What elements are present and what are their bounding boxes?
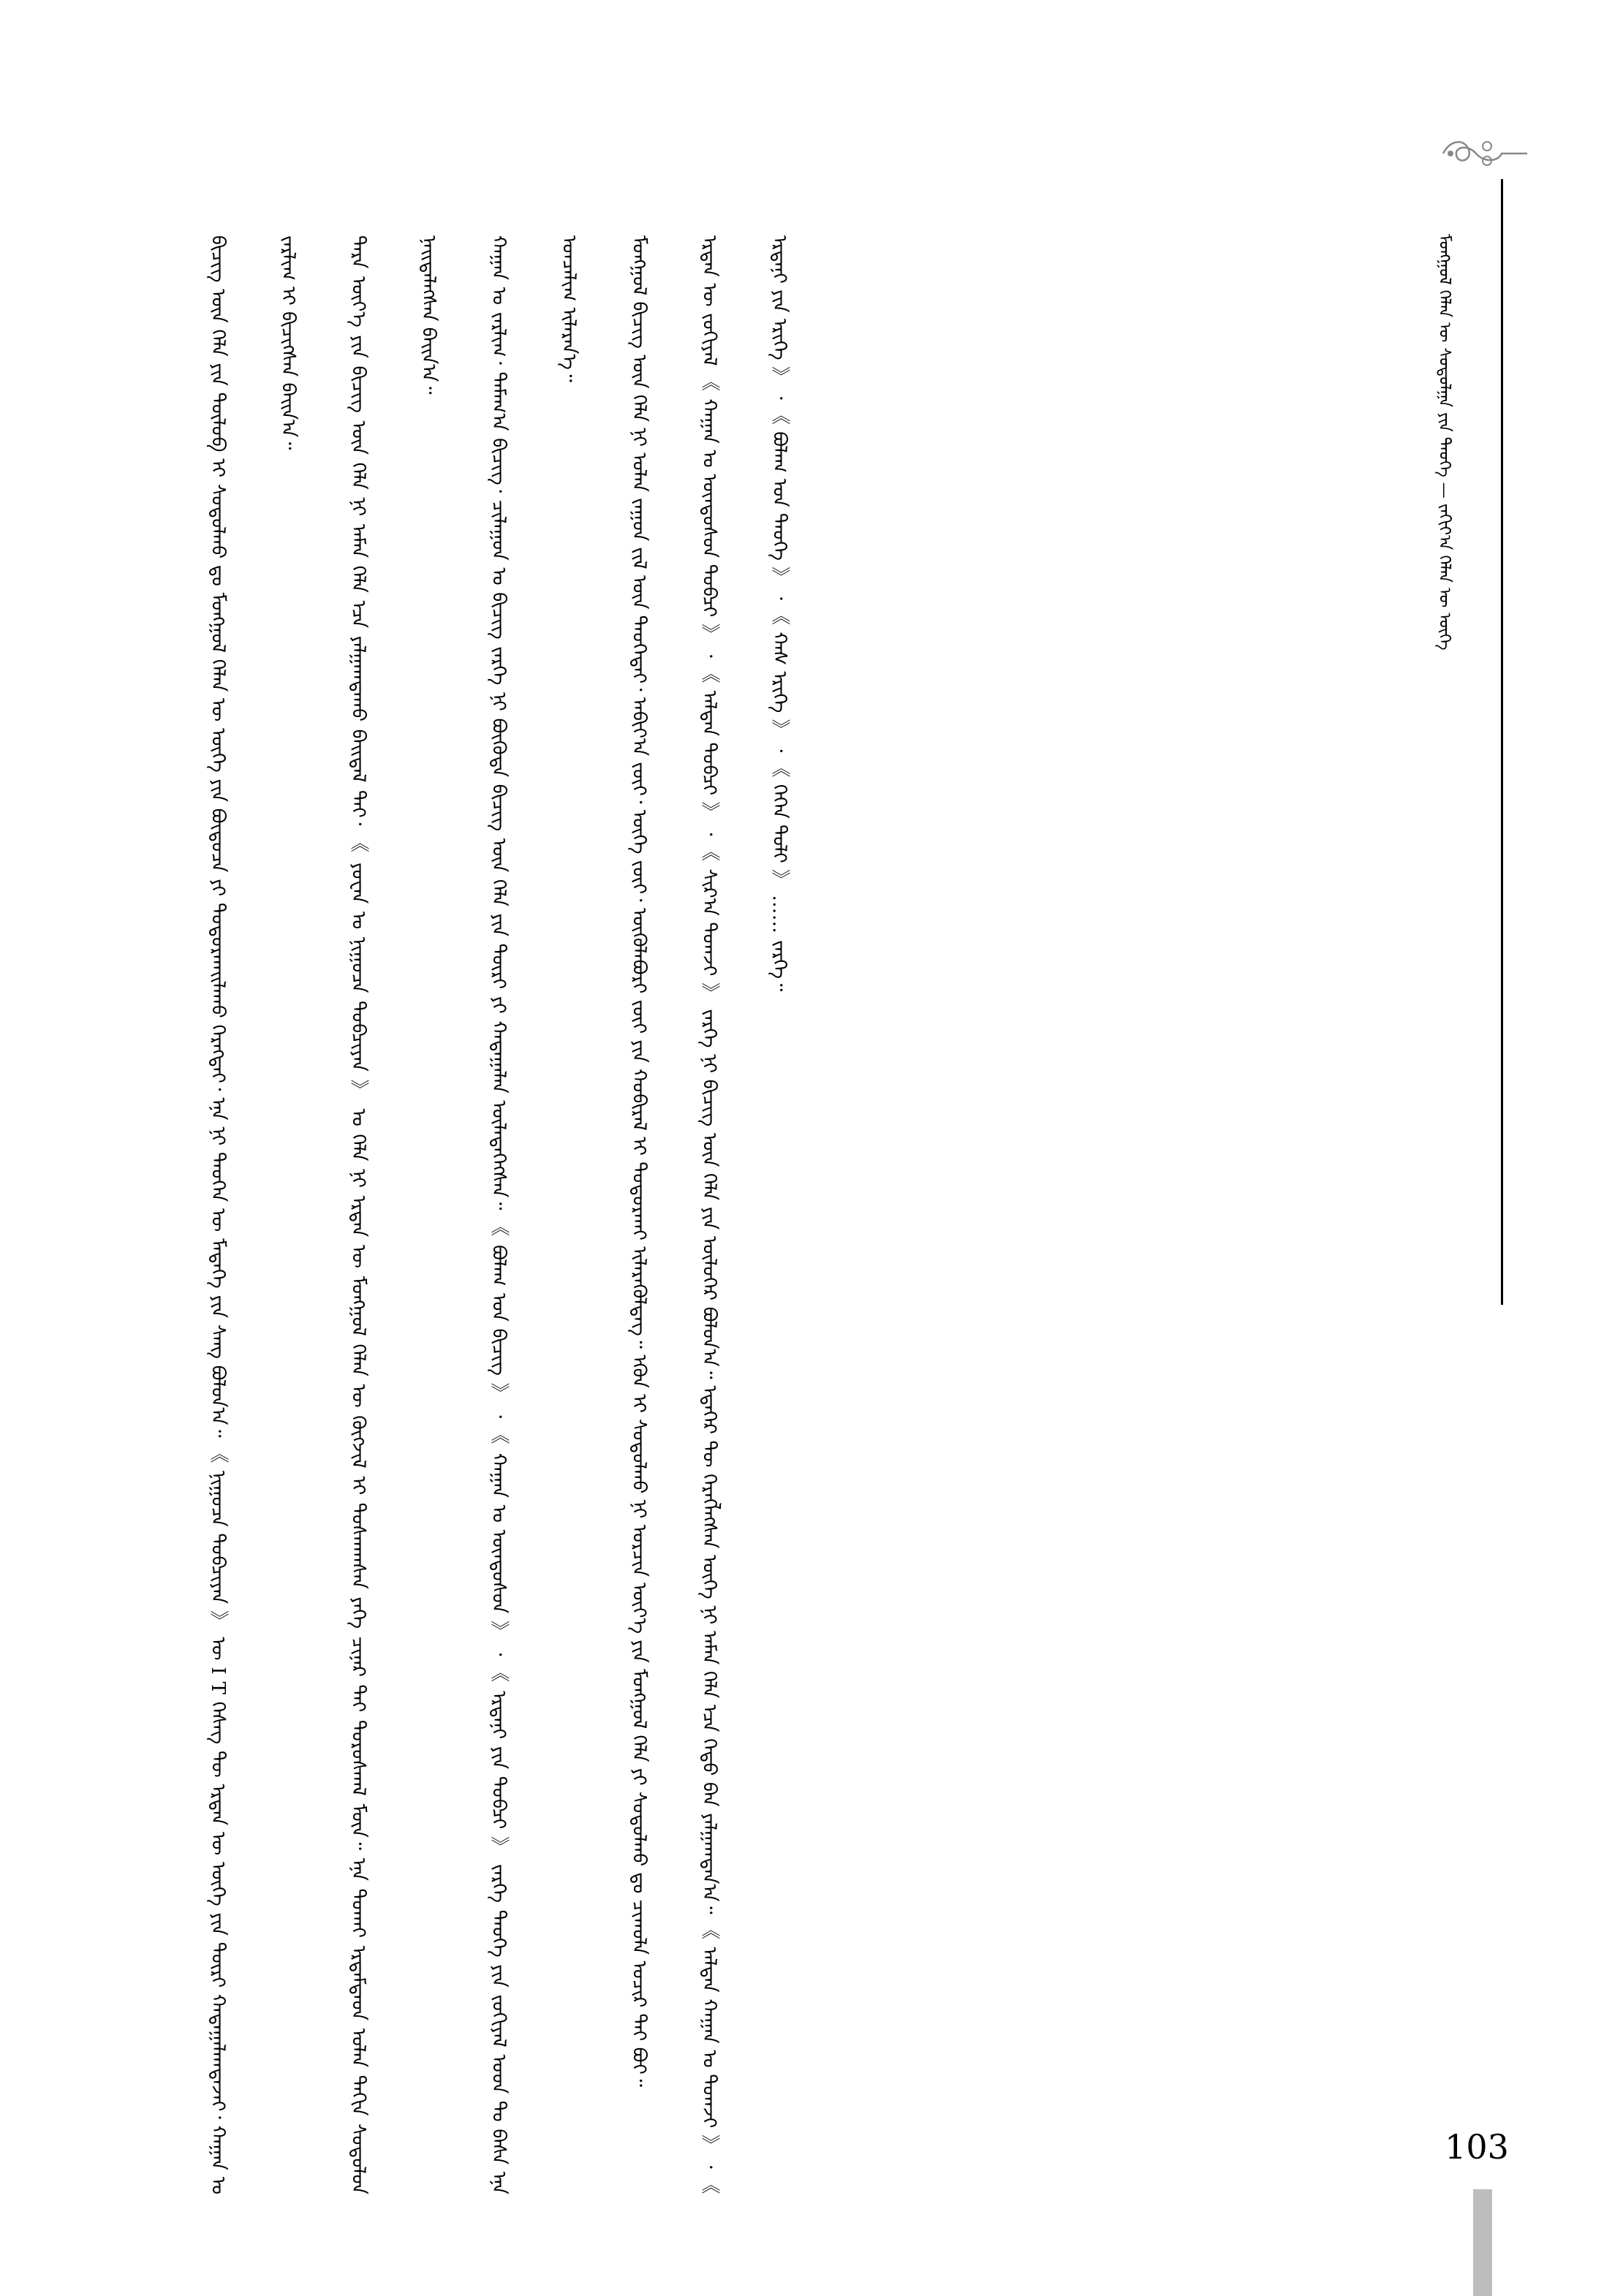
header-rule — [1501, 179, 1503, 1305]
paragraph: ᠲᠡᠷᠡ ᠦᠶ᠎ᠡ ᠶᠢᠨ ᠪᠢᠴᠢᠭ ᠦᠨ ᠬᠡᠯᠡ ᠨᠢ ᠠᠮᠠᠨ ᠬᠡᠯᠡ ᠡᠴᠡ ᠶᠠᠯᠭᠠᠭᠳᠠᠬᠤ ᠪᠠᠢᠳᠠᠯ ᠲᠠᠢ᠂ 《 ᠶᠤᠸᠠᠨ ᠤ ᠨᠢᠭᠤᠴᠠ ᠲᠣᠪᠴᠢᠶᠠᠨ 》 ᠤ ᠬᠡᠯᠡ ᠨᠢ ᠡᠷᠲᠡᠨ ᠦ ᠮᠣᠩᠭᠣᠯ ᠬᠡᠯᠡᠨ ᠦ ᠬᠥᠭᠵᠢᠯ ᠢ ᠲᠤᠰᠬᠠᠭᠰᠠᠨ ᠶᠡᠬᠡ ᠴᠢᠨᠠᠷ ᠲᠠᠢ ᠳᠤᠷᠤᠰᠬᠠᠯ ᠮᠥᠨ᠃ ᠡᠨᠡ ᠲᠤᠬᠠᠢ ᠡᠷᠳᠡᠮᠲᠡᠳ ᠤᠯᠠᠨ ᠳᠠᠬᠢᠨ ᠰᠤᠳᠤᠯᠤᠨ ᠨᠡᠢᠲᠡᠯᠡᠭᠰᠡᠨ ᠪᠠᠢᠨ᠎ᠠ᠃ — [347, 235, 439, 2194]
ornament-icon — [1436, 124, 1531, 183]
paragraph: ᠬᠠᠭᠠᠨ ᠤ ᠵᠠᠷᠯᠢᠭ᠂ ᠲᠠᠮᠠᠭ᠎ᠠ ᠪᠢᠴᠢᠭ᠂ ᠴᠢᠯᠠᠭᠤᠨ ᠤ ᠪᠢᠴᠢᠭ ᠵᠡᠷᠭᠡ ᠨᠢ ᠪᠦᠭᠦᠳᠡ ᠪᠢᠴᠢᠭ ᠦᠨ ᠬᠡᠯᠡ ᠶᠢᠨ ᠳᠦᠷᠢ ᠶᠢ ᠬᠠᠳᠠᠭᠠᠯᠠᠨ ᠦᠯᠡᠳᠡᠭᠡᠭᠰᠡᠨ᠃ 《 ᠪᠤᠯᠠᠭ ᠤᠨ ᠪᠢᠴᠢᠭ 》 ᠂ 《 ᠬᠠᠭᠠᠨ ᠤ ᠦᠨᠳᠦᠰᠦᠨ 》 ᠂ 《 ᠡᠷᠳᠡᠨᠢ ᠶᠢᠨ ᠲᠣᠪᠴᠢ 》 ᠵᠡᠷᠭᠡ ᠲᠡᠦᠬᠡ ᠶᠢᠨ ᠵᠣᠬᠢᠶᠠᠯ ᠤᠳ ᠲᠤ ᠪᠠᠰᠠ ᠡᠨᠡ ᠣᠨᠴᠠᠯᠢᠭ ᠢᠯᠡᠷᠡᠨ᠎ᠡ᠃ — [488, 235, 580, 2194]
body-text — [183, 235, 1418, 2194]
paragraph: ᠪᠢᠴᠢᠭ ᠦᠨ ᠬᠡᠯᠡ ᠶᠢᠨ ᠲᠥᠯᠦᠪ ᠢ ᠰᠤᠳᠤᠯᠬᠤ ᠳᠤ ᠮᠣᠩᠭᠣᠯ ᠬᠡᠯᠡᠨ ᠦ ᠦᠭᠡ ᠶᠢᠨ ᠪᠦᠲᠦᠴᠡ ᠶᠢ ᠲᠣᠳᠤᠷᠬᠠᠢᠯᠠᠬᠤ ᠬᠡᠷᠡᠭᠲᠡᠢ᠂ ᠡᠨᠡ ᠨᠢ ᠲᠡᠦᠬᠡᠨ ᠦ ᠮᠡᠳᠡᠭᠡ ᠶᠢᠨ ᠰᠠᠩ ᠪᠣᠯᠤᠨ᠎ᠠ᠃ 《 ᠨᠢᠭᠤᠴᠠ ᠲᠣᠪᠴᠢᠶᠠᠨ 》 ᠦ I T ᠬᠡᠰᠡᠭ ᠲᠦ ᠡᠷᠲᠡᠨ ᠦ ᠦᠭᠡ ᠶᠢᠨ ᠳᠦᠷᠢ ᠬᠠᠳᠠᠭᠠᠯᠠᠭᠳᠠᠵᠠᠢ᠂ ᠬᠠᠭᠠᠨ ᠤ ᠵᠠᠷᠯᠢᠭ ᠢ ᠪᠢᠴᠢᠭᠰᠡᠨ ᠪᠠᠢᠨ᠎ᠠ᠃ — [207, 235, 299, 2194]
running-header: ᠮᠣᠩᠭᠣᠯ ᠬᠡᠯᠡᠨ ᠦ ᠰᠤᠳᠤᠯᠭᠠ ᠶᠢᠨ ᠲᠡᠦᠬᠡ — ᠵᠠᠬᠢᠶ᠎ᠠ ᠬᠡᠯᠡᠨ ᠦ ᠦᠭᠡ — [1435, 234, 1453, 651]
paragraph: ᠡᠷᠲᠡᠨ ᠦ ᠵᠣᠬᠢᠶᠠᠯ 《 ᠬᠠᠭᠠᠨ ᠤ ᠦᠨᠳᠦᠰᠦᠨ ᠲᠣᠪᠴᠢ 》 ᠂ 《 ᠠᠯᠲᠠᠨ ᠲᠣᠪᠴᠢ 》 ᠂ 《 ᠰᠢᠷ᠎ᠠ ᠲᠤᠭᠵᠢ 》 ᠵᠡᠷᠭᠡ ᠨᠢ ᠪᠢᠴᠢᠭ ᠦᠨ ᠬᠡᠯᠡ ᠶᠢᠨ ᠦᠯᠦᠭᠡᠷ ᠪᠤᠯᠤᠨ᠎ᠠ᠃ ᠡᠳᠡᠭᠡᠷ ᠲᠦ ᠬᠡᠷᠡᠭᠯᠡᠭᠰᠡᠨ ᠦᠭᠡ ᠨᠢ ᠠᠮᠠᠨ ᠬᠡᠯᠡ ᠡᠴᠡ ᠬᠡᠳᠦ ᠪᠡᠨ ᠶᠠᠯᠭᠠᠭᠳᠠᠨ᠎ᠠ᠃ 《 ᠠᠯᠲᠠᠨ ᠬᠠᠭᠠᠨ ᠤ ᠲᠤᠭᠵᠢ 》 ᠂ 《 ᠡᠷᠳᠡᠨᠢ ᠶᠢᠨ ᠡᠷᠢᠬᠡ 》 ᠂ 《 ᠪᠤᠯᠠᠭ ᠤᠨ ᠲᠡᠦᠬᠡ 》 ᠂ 《 ᠬᠠᠰ ᠡᠷᠢᠬᠡ 》 ᠂ 《 ᠭᠡᠭᠡᠨ ᠲᠣᠯᠢ 》 …… ᠵᠡᠷᠭᠡ᠃ — [698, 235, 790, 2194]
paragraph: ᠮᠣᠩᠭᠣᠯ ᠪᠢᠴᠢᠭ ᠦᠨ ᠬᠡᠯᠡ ᠨᠢ ᠣᠯᠠᠨ ᠵᠠᠭᠤᠨ ᠵᠢᠯ ᠦᠨ ᠲᠡᠦᠬᠡᠲᠡᠢ᠂ ᠠᠪᠢᠶ᠎ᠠ ᠵᠦᠢ᠂ ᠦᠭᠡ ᠵᠦᠢ᠂ ᠦᠭᠦᠯᠡᠪᠦᠷᠢ ᠵᠦᠢ ᠶᠢᠨ ᠬᠤᠪᠢᠷᠠᠯ ᠢ ᠲᠤᠳᠤᠷᠬᠠᠢ ᠢᠯᠡᠷᠡᠭᠦᠯᠳᠡᠭ᠃ ᠡᠭᠦᠨ ᠢ ᠰᠤᠳᠤᠯᠬᠤ ᠨᠢ ᠣᠷᠴᠢᠨ ᠦᠶ᠎ᠡ ᠶᠢᠨ ᠮᠣᠩᠭᠣᠯ ᠬᠡᠯᠡ ᠶᠢ ᠰᠤᠳᠤᠯᠬᠤ ᠳᠤ ᠴᠢᠬᠤᠯᠠ ᠤᠴᠢᠷ ᠲᠠᠢ ᠪᠤᠢ᠃ — [628, 235, 650, 2087]
side-tab — [1473, 2189, 1492, 2296]
page-number: 103 — [1445, 2127, 1509, 2167]
